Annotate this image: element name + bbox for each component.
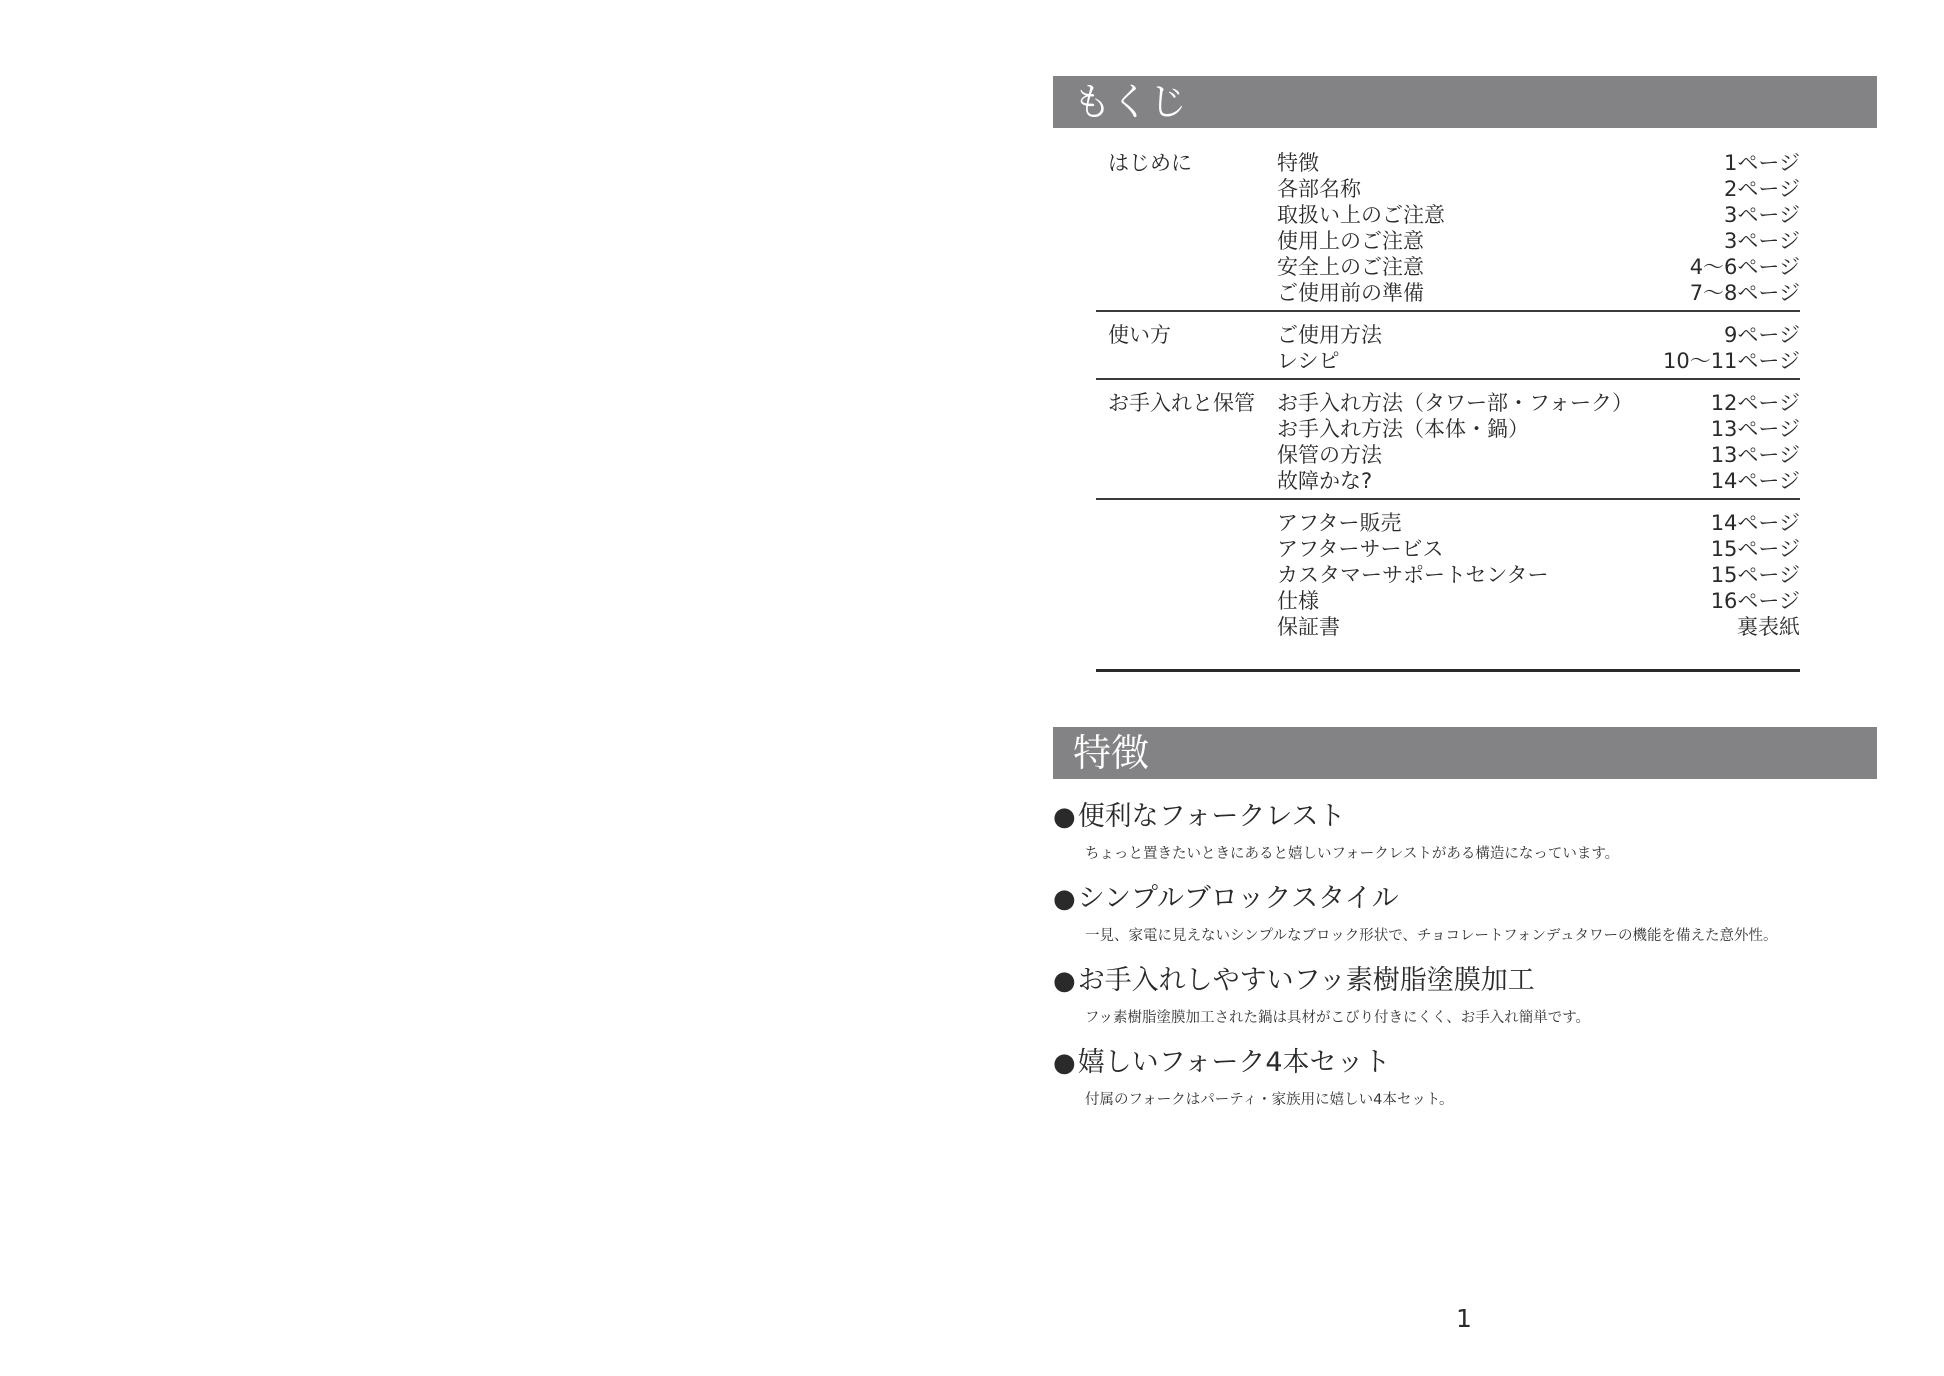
toc-group-introduction [1096, 150, 1800, 306]
toc-item: カスタマーサポートセンター [1277, 563, 1549, 587]
toc-page-ref: 10〜11ページ [1662, 349, 1800, 373]
page-number: 1 [1456, 1304, 1472, 1333]
feature-item [1053, 1046, 1893, 1110]
toc-row [1096, 510, 1800, 536]
toc-item: 使用上のご注意 [1277, 229, 1424, 253]
toc-item: アフター販売 [1277, 511, 1402, 535]
toc-page-ref: 14ページ [1710, 469, 1800, 493]
feature-title: シンプルブロックスタイル [1077, 883, 1399, 914]
toc-row [1096, 468, 1800, 494]
feature-title: 嬉しいフォーク4本セット [1077, 1047, 1391, 1078]
toc-page-ref: 裏表紙 [1737, 615, 1800, 639]
toc-page-ref: 1ページ [1724, 151, 1800, 175]
toc-page-ref: 13ページ [1710, 443, 1800, 467]
table-of-contents [1096, 150, 1800, 640]
toc-row [1096, 228, 1800, 254]
toc-item: お手入れ方法（タワー部・フォーク） [1277, 391, 1633, 415]
toc-row [1096, 348, 1800, 374]
toc-page-ref: 15ページ [1710, 563, 1800, 587]
toc-item: 取扱い上のご注意 [1277, 203, 1445, 227]
toc-category: はじめに [1108, 151, 1192, 175]
toc-category: お手入れと保管 [1108, 391, 1255, 415]
toc-page-ref: 15ページ [1710, 537, 1800, 561]
bullet-icon: ● [1053, 884, 1076, 914]
toc-row [1096, 442, 1800, 468]
toc-heading-bar [1053, 76, 1877, 128]
toc-page-ref: 13ページ [1710, 417, 1800, 441]
toc-item: お手入れ方法（本体・鍋） [1277, 417, 1529, 441]
toc-row [1096, 614, 1800, 640]
toc-row [1096, 588, 1800, 614]
bullet-icon: ● [1053, 802, 1076, 832]
feature-item [1053, 800, 1893, 864]
toc-group-support [1096, 498, 1800, 640]
bullet-icon: ● [1053, 1048, 1076, 1078]
feature-item [1053, 964, 1893, 1028]
toc-item: 保管の方法 [1277, 443, 1382, 467]
toc-page-ref: 3ページ [1724, 229, 1800, 253]
toc-item: ご使用前の準備 [1277, 281, 1424, 305]
toc-page-ref: 3ページ [1724, 203, 1800, 227]
toc-row [1096, 562, 1800, 588]
toc-page-ref: 2ページ [1724, 177, 1800, 201]
feature-description: フッ素樹脂塗膜加工された鍋は具材がこびり付きにくく、お手入れ簡単です。 [1085, 1010, 1591, 1026]
toc-item: アフターサービス [1277, 537, 1444, 561]
toc-row [1096, 536, 1800, 562]
feature-title: お手入れしやすいフッ素樹脂塗膜加工 [1077, 965, 1535, 996]
toc-row [1096, 322, 1800, 348]
toc-row [1096, 176, 1800, 202]
toc-category: 使い方 [1108, 323, 1171, 347]
toc-item: 特徴 [1277, 151, 1319, 175]
toc-heading: もくじ [1073, 80, 1188, 124]
toc-item: 保証書 [1277, 615, 1340, 639]
toc-row [1096, 202, 1800, 228]
toc-group-care-storage [1096, 378, 1800, 494]
toc-item: 各部名称 [1277, 177, 1361, 201]
features-heading-bar [1053, 727, 1877, 779]
toc-page-ref: 9ページ [1724, 323, 1800, 347]
toc-row [1096, 254, 1800, 280]
features-heading: 特徴 [1073, 731, 1150, 775]
bullet-icon: ● [1053, 966, 1076, 996]
feature-description: 付属のフォークはパーティ・家族用に嬉しい4本セット。 [1085, 1092, 1454, 1108]
toc-item: ご使用方法 [1277, 323, 1382, 347]
feature-description: 一見、家電に見えないシンプルなブロック形状で、チョコレートフォンデュタワーの機能を備えた意外性。 [1085, 928, 1778, 944]
toc-item: 安全上のご注意 [1277, 255, 1424, 279]
toc-page-ref: 16ページ [1710, 589, 1800, 613]
toc-item: 故障かな? [1277, 469, 1373, 493]
toc-page-ref: 14ページ [1710, 511, 1800, 535]
toc-page-ref: 7〜8ページ [1689, 281, 1800, 305]
toc-page-ref: 12ページ [1710, 391, 1800, 415]
toc-row [1096, 150, 1800, 176]
feature-item [1053, 882, 1893, 946]
toc-row [1096, 416, 1800, 442]
toc-item: 仕様 [1277, 589, 1319, 613]
toc-page-ref: 4〜6ページ [1689, 255, 1800, 279]
toc-group-usage [1096, 310, 1800, 374]
toc-end-divider [1096, 669, 1800, 672]
toc-row [1096, 390, 1800, 416]
feature-title: 便利なフォークレスト [1077, 801, 1346, 832]
toc-item: レシピ [1277, 349, 1340, 373]
toc-row [1096, 280, 1800, 306]
feature-description: ちょっと置きたいときにあると嬉しいフォークレストがある構造になっています。 [1085, 846, 1620, 862]
